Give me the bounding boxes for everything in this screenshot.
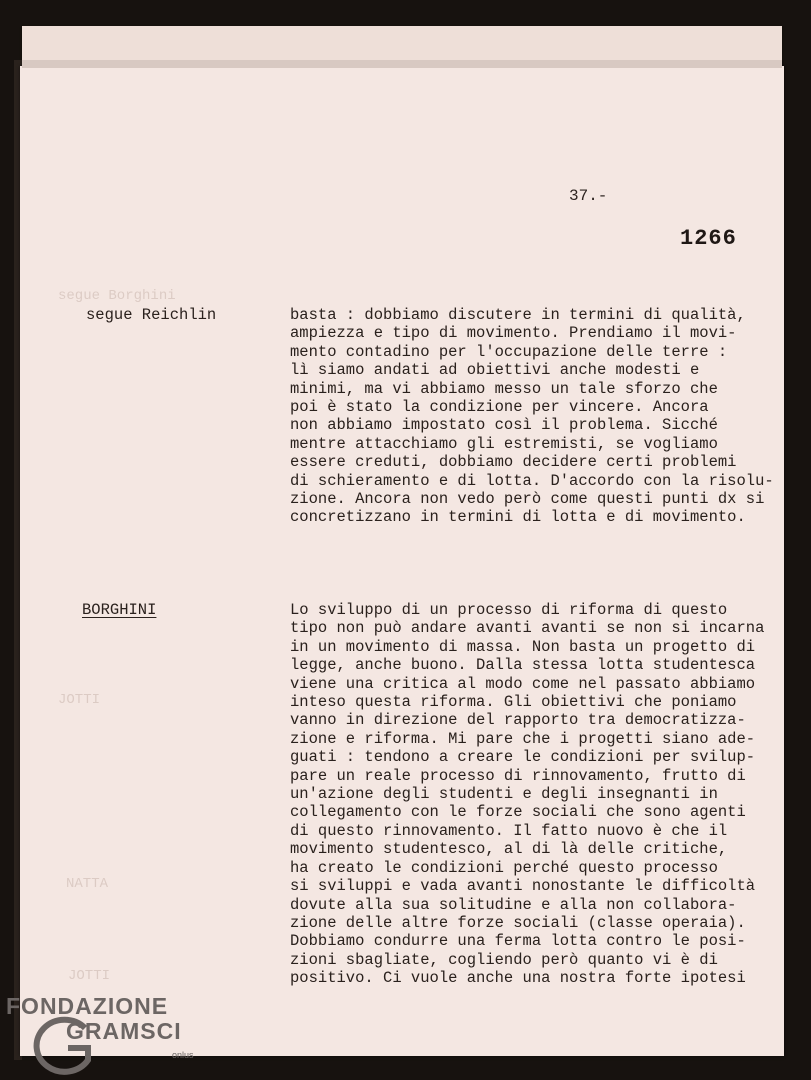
text-line: basta : dobbiamo discutere in termini di qualità, [290, 306, 746, 324]
text-line: collegamento con le forze sociali che sono agenti [290, 803, 746, 822]
speaker-label: BORGHINI [82, 601, 157, 619]
text-line: poi è stato la condizione per vincere. Ancora [290, 398, 709, 417]
text-line: zione. Ancora non vedo però come questi punti dx si [290, 490, 765, 509]
text-line: di questo rinnovamento. Il fatto nuovo è che il [290, 821, 728, 840]
text-line: viene una critica al modo come nel passato abbiamo [290, 674, 756, 693]
text-line: dovute alla sua solitudine e alla non collabora- [290, 895, 737, 914]
ghost-label: segue Borghini [58, 288, 176, 304]
page-number: 37.- [569, 187, 608, 205]
ghost-label: JOTTI [68, 968, 111, 984]
text-line: zione e riforma. Mi pare che i progetti siano ade- [290, 729, 756, 748]
speech-block [290, 601, 780, 988]
watermark-line2: GRAMSCI [66, 1018, 182, 1044]
archive-stamp-number: 1266 [680, 226, 737, 251]
fondazione-gramsci-watermark [0, 990, 220, 1080]
text-line: guati : tendono a creare le condizioni per svilup- [290, 748, 756, 767]
text-line: in un movimento di massa. Non basta un progetto di [290, 637, 756, 656]
watermark-line1: FONDAZIONE [6, 993, 169, 1019]
text-line: non abbiamo impostato così il problema. Sicché [290, 416, 718, 435]
text-line: di schieramento e di lotta. D'accordo con la risolu- [290, 471, 774, 490]
speech-block [290, 306, 780, 527]
page-fold-shadow [22, 60, 782, 68]
text-line: si sviluppi e vada avanti nonostante le difficoltà [290, 877, 756, 896]
text-line: zione delle altre forze sociali (classe operaia). [290, 913, 746, 932]
watermark-suffix: onlus [172, 1050, 194, 1060]
text-line: vanno in direzione del rapporto tra democratizza- [290, 711, 746, 730]
text-line: Dobbiamo condurre una ferma lotta contro le posi- [290, 932, 746, 951]
text-line: legge, anche buono. Dalla stessa lotta studentesca [290, 656, 756, 675]
text-line: concretizzano in termini di lotta e di movimento. [290, 508, 746, 527]
text-line: essere creduti, dobbiamo decidere certi problemi [290, 453, 737, 472]
text-line: movimento studentesco, al di là delle critiche, [290, 840, 728, 859]
text-line: ampiezza e tipo di movimento. Prendiamo il movi- [290, 324, 737, 343]
text-line: pare un reale processo di rinnovamento, frutto di [290, 766, 746, 785]
text-line: zioni sbagliate, cogliendo però quanto vi è di [290, 950, 718, 969]
text-line: minimi, ma vi abbiamo messo un tale sforzo che [290, 379, 718, 398]
text-line: ha creato le condizioni perché questo processo [290, 858, 718, 877]
speaker-label: segue Reichlin [86, 306, 217, 324]
text-line: inteso questa riforma. Gli obiettivi che poniamo [290, 693, 737, 712]
text-line: un'azione degli studenti e degli insegnanti in [290, 785, 718, 804]
text-line: lì siamo andati ad obiettivi anche modesti e [290, 361, 700, 380]
text-line: Lo sviluppo di un processo di riforma di questo [290, 601, 728, 619]
text-line: positivo. Ci vuole anche una nostra forte ipotesi [290, 969, 746, 988]
ghost-label: NATTA [66, 876, 109, 892]
text-line: mento contadino per l'occupazione delle terre : [290, 342, 728, 361]
ghost-label: JOTTI [58, 692, 101, 708]
text-line: tipo non può andare avanti avanti se non si incarna [290, 619, 765, 638]
text-line: mentre attacchiamo gli estremisti, se vogliamo [290, 434, 718, 453]
